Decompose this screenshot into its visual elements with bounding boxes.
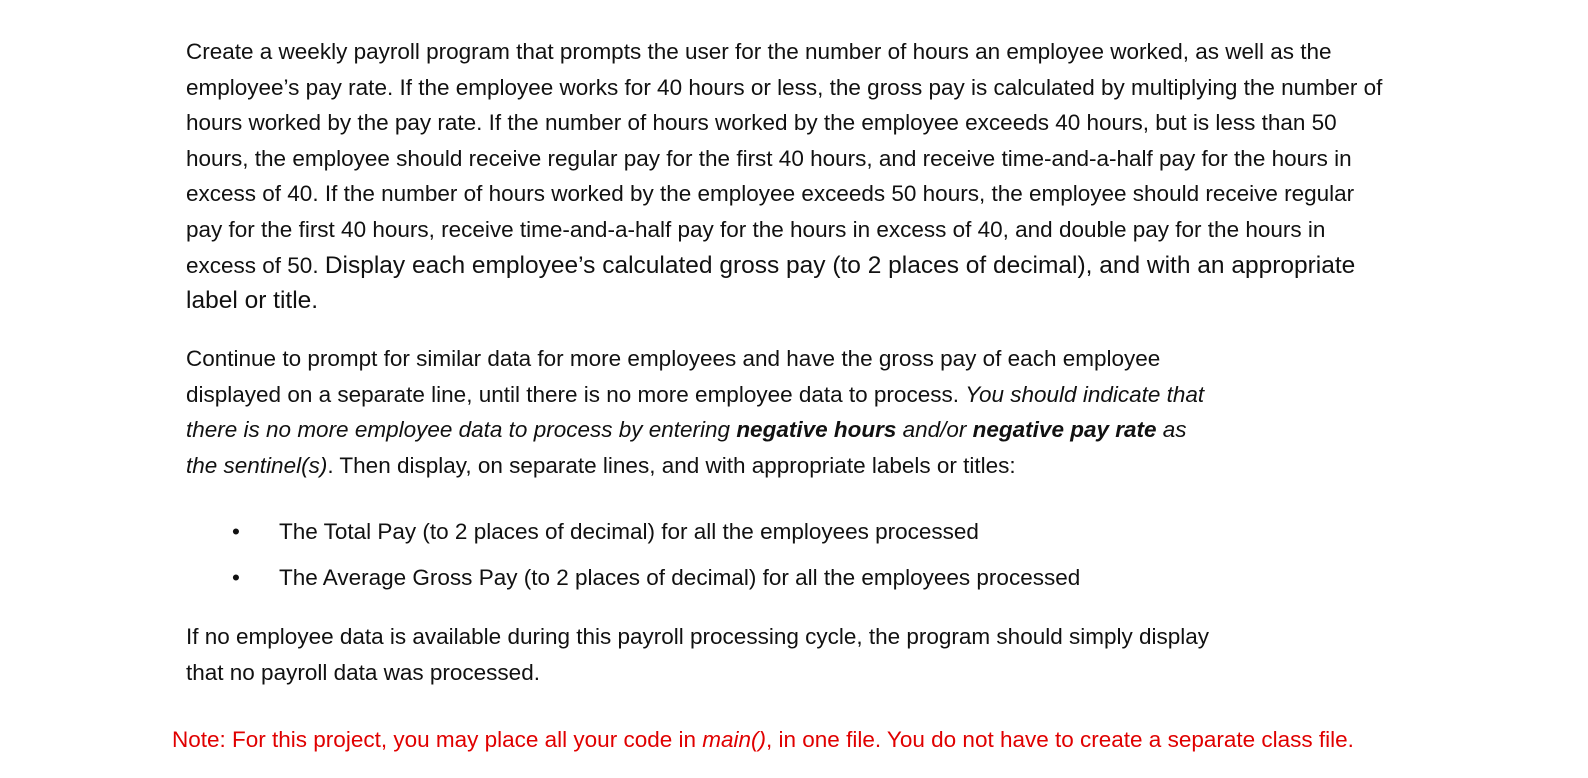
no-data-paragraph — [186, 619, 1209, 690]
paragraph-line: Continue to prompt for similar data for more employees and have the gross pay of each employee — [186, 346, 1161, 371]
italic-text: the sentinel(s) — [186, 452, 328, 478]
bullet-icon: • — [232, 565, 240, 590]
paragraph-line: employee’s pay rate. If the employee works for 40 hours or less, the gross pay is calculated by multiplying the number of — [186, 74, 1383, 100]
note-text: Note: For this project, you may place all your code in — [172, 727, 703, 752]
paragraph-line: If no employee data is available during this payroll processing cycle, the program should simply display — [186, 624, 1210, 649]
italic-text: as — [1156, 417, 1187, 443]
bullet-icon: • — [232, 519, 240, 544]
bold-italic-text: negative pay rate — [972, 417, 1157, 443]
paragraph-line — [186, 248, 1382, 284]
paragraph-text: . Then display, on separate lines, and with appropriate labels or titles: — [327, 452, 1016, 478]
bold-italic-text: negative hours — [736, 417, 897, 443]
paragraph-text: displayed on a separate line, until there is no more employee data to process. — [186, 381, 966, 407]
paragraph-line: pay for the first 40 hours, receive time-and-a-half pay for the hours in excess of 40, and double pay for the hours in — [186, 216, 1326, 242]
paragraph-line: excess of 40. If the number of hours worked by the employee exceeds 50 hours, the employee should receive regular — [186, 181, 1355, 207]
note-text: , in one file. You do not have to create a separate class file. — [766, 727, 1354, 752]
paragraph-line: that no payroll data was processed. — [186, 659, 540, 685]
paragraph-line — [186, 377, 1204, 413]
note-italic-text: main() — [702, 727, 767, 752]
italic-text: and/or — [896, 417, 973, 443]
project-note — [172, 722, 1354, 758]
italic-text: You should indicate that — [965, 381, 1205, 407]
list-item-text: The Total Pay (to 2 places of decimal) for all the employees processed — [279, 519, 979, 544]
paragraph-line — [186, 412, 1204, 448]
list-item-text: The Average Gross Pay (to 2 places of decimal) for all the employees processed — [279, 565, 1081, 590]
paragraph-text-larger: Display each employee’s calculated gross pay (to 2 places of decimal), and with an appropriate — [324, 251, 1356, 279]
paragraph-line — [186, 448, 1204, 484]
assignment-description-paragraph — [186, 34, 1382, 319]
continue-prompt-paragraph — [186, 341, 1204, 483]
paragraph-line: hours, the employee should receive regular pay for the first 40 hours, and receive time-and-a-half pay for the hours in — [186, 145, 1352, 171]
paragraph-line: label or title. — [186, 287, 319, 315]
paragraph-line: hours worked by the pay rate. If the number of hours worked by the employee exceeds 40 hours, but is less than 50 — [186, 110, 1337, 136]
paragraph-text: excess of 50. — [186, 252, 325, 278]
italic-text: there is no more employee data to process by entering — [186, 417, 737, 443]
paragraph-line: Create a weekly payroll program that prompts the user for the number of hours an employee worked, as well as the — [186, 39, 1332, 64]
